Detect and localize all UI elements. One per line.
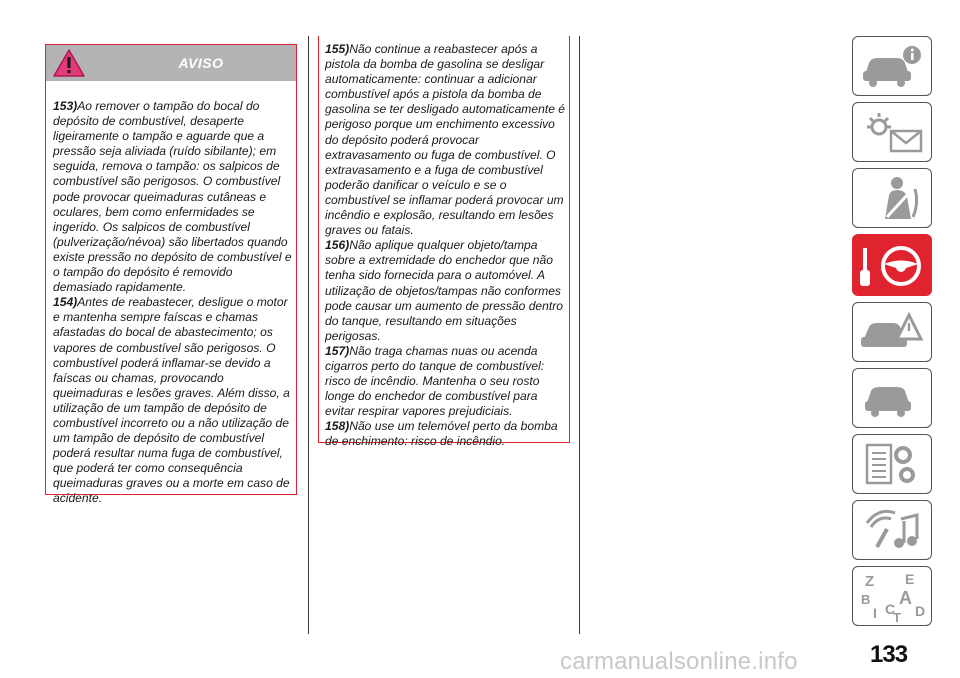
continued-warning-box (318, 36, 570, 449)
note-number: 157) (325, 343, 350, 358)
note-text: Ao remover o tampão do bocal do depósito de combustível, desaperte ligeiramente o tampão e aguarde que a pressão seja aliviada (ruído sibilante); em seguida, remova o tampão: os salpicos de combustível são perigosos. O combustível pode provocar queimaduras cutâneas e oculares, bem como enfermidades se ingerido. Os salpicos de combustível (pulverização/névoa) são libertados quando existe pressão no depósito de combustível e o tampão do depósito é removido demasiado rapidamente. (53, 99, 292, 295)
column-divider-left (308, 36, 309, 634)
key-steering-wheel-icon (857, 240, 927, 290)
index-letters-icon (857, 568, 927, 624)
tab-starting-driving[interactable] (852, 234, 932, 296)
page-number: 133 (870, 641, 908, 668)
checklist-gears-icon (857, 439, 927, 489)
note-number: 156) (325, 238, 350, 253)
note-text: Antes de reabastecer, desligue o motor e mantenha sempre faíscas e chamas afastadas do bocal de abastecimento; os vapores de combustível são perigosos. O combustível poderá inflamar-se devido a faíscas ou chamas, provocando queimaduras e lesões graves. Além disso, a utilização de um tampão de depósito de combustível incorreto ou a não utilização de um tampão de depósito de combustível poderá resultar numa fuga de combustível, que poderá ter como consequência queimaduras graves ou a morte em caso de acidente. (53, 295, 290, 506)
multimedia-icon (857, 505, 927, 555)
note-158 (325, 419, 567, 449)
index-letter: A (899, 588, 912, 608)
index-letter: B (861, 592, 871, 607)
note-number: 158) (325, 419, 350, 434)
note-156 (325, 238, 567, 344)
note-155 (325, 42, 567, 238)
note-text: Não use um telemóvel perto da bomba de enchimento: risco de incêndio. (325, 419, 558, 449)
chapter-tabs (852, 36, 932, 632)
note-number: 155) (325, 42, 350, 56)
warning-box (45, 44, 297, 506)
tab-warning-lights[interactable] (852, 102, 932, 162)
tab-emergency[interactable] (852, 302, 932, 362)
warning-title: AVISO (178, 55, 224, 71)
note-157 (325, 344, 567, 419)
index-letter: D (915, 603, 926, 619)
note-154 (53, 295, 294, 506)
column-divider-right (579, 36, 580, 634)
tab-multimedia[interactable] (852, 500, 932, 560)
emergency-car-icon (857, 307, 927, 357)
index-letter: I (873, 605, 877, 621)
note-text: Não continue a reabastecer após a pistola da bomba de gasolina se desligar automaticamente: continuar a adicionar combustível após a pistola da bomba de gasolina se ter desligado automaticamente é perigoso porque um enchimento excessivo do depósito poderá provocar extravasamento ou fuga de combustível. O extravasamento e a fuga de combustível poderão danificar o veículo e se o combustível se inflamar poderá provocar um incêndio e explosão, resultando em lesões graves ou fatais. (325, 42, 566, 238)
note-text: Não aplique qualquer objeto/tampa sobre a extremidade do enchedor que não tenha sido fornecida para o automóvel. A utilização de objetos/tampas não conformes pode causar um aumento de pressão dentro do tanque, resultando em situações perigosas. (325, 238, 563, 343)
car-info-icon (857, 41, 927, 91)
index-letter: Z (865, 573, 875, 590)
watermark: carmanualsonline.info (560, 648, 798, 675)
note-number: 153) (53, 99, 78, 113)
car-maintenance-icon (857, 373, 927, 423)
index-letter: T (893, 610, 901, 624)
note-number: 154) (53, 295, 78, 310)
warning-header (46, 45, 296, 81)
index-letter: E (905, 571, 915, 587)
seatbelt-person-icon (857, 173, 927, 223)
lights-envelope-icon (857, 107, 927, 157)
tab-safety[interactable] (852, 168, 932, 228)
tab-index[interactable] (852, 566, 932, 626)
index-letter: C (885, 601, 896, 617)
warning-body (46, 81, 296, 507)
note-153 (53, 99, 294, 295)
note-text: Não traga chamas nuas ou acenda cigarros perto do tanque de combustível: risco de incêndio. Mantenha o seu rosto longe do enchedor de combustível para evitar respirar vapores prejudiciais. (325, 343, 545, 419)
tab-vehicle-info[interactable] (852, 36, 932, 96)
tab-maintenance[interactable] (852, 368, 932, 428)
tab-technical-data[interactable] (852, 434, 932, 494)
